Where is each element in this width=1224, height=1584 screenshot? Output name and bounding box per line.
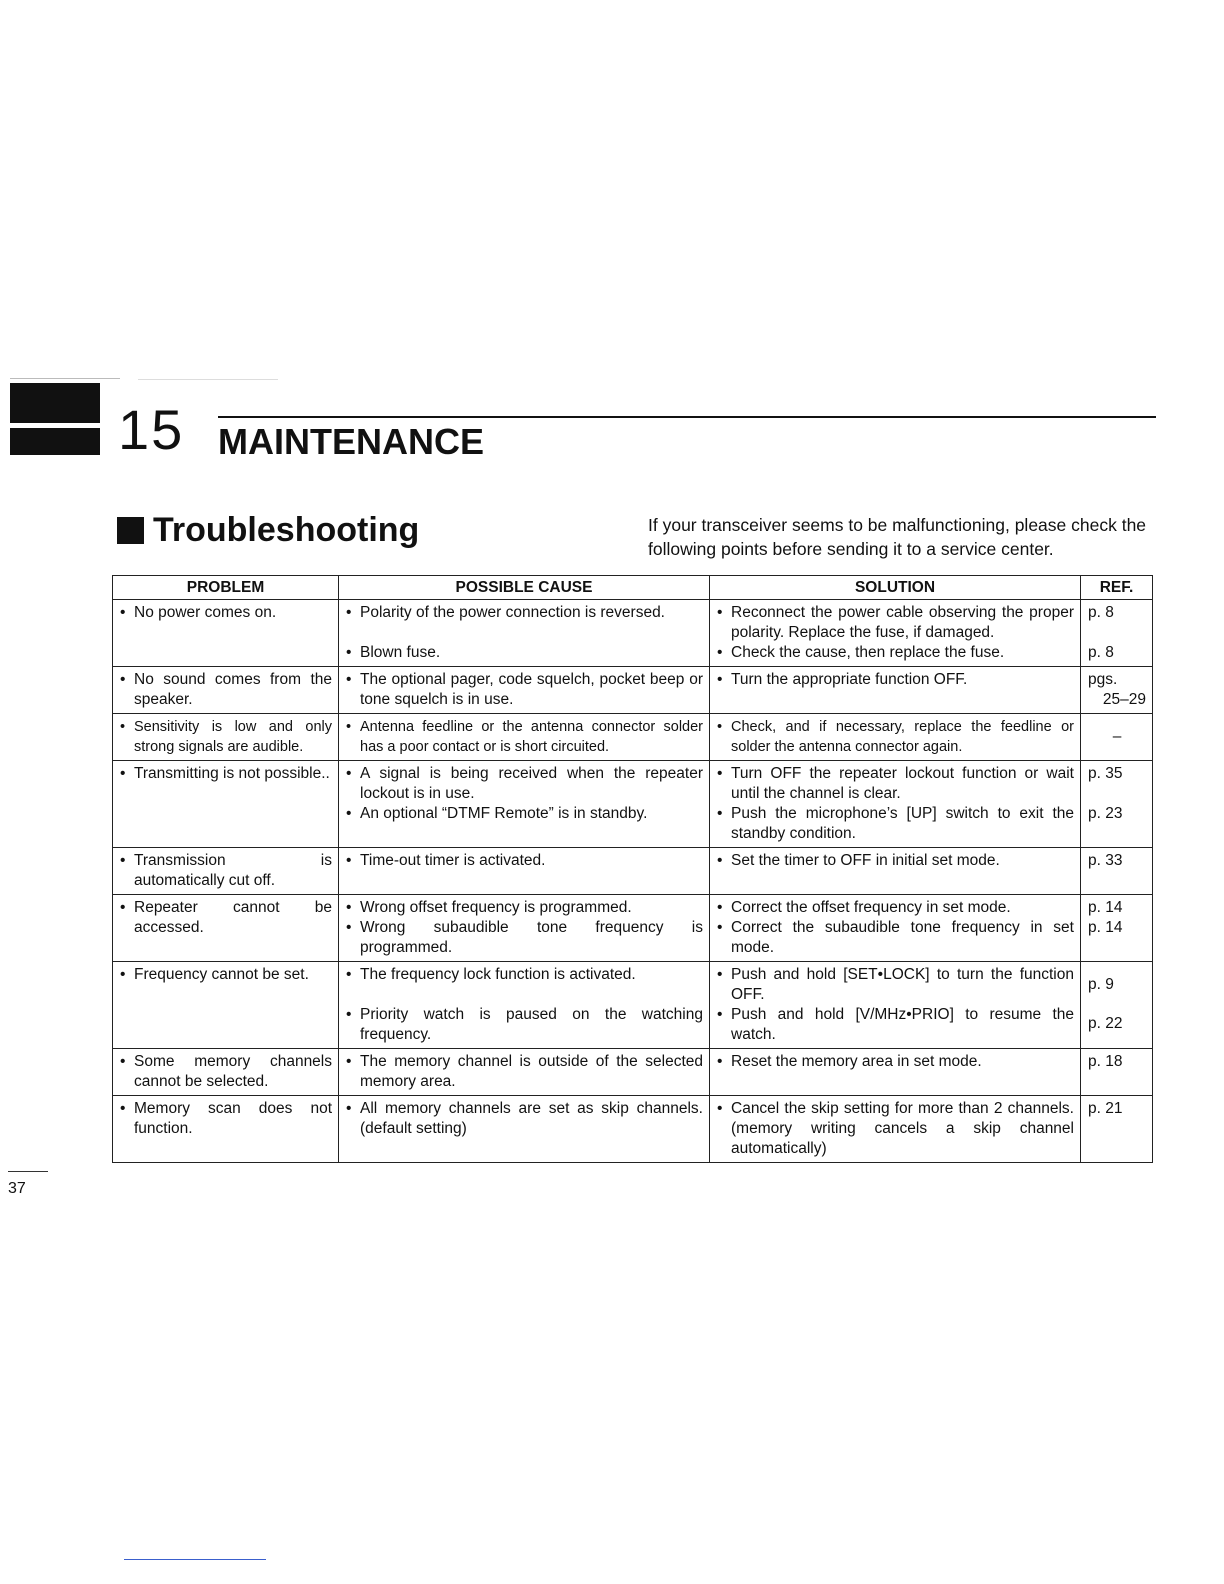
solution-cell xyxy=(710,1049,1081,1096)
problem-text: • Some memory channels cannot be selected. xyxy=(120,1052,332,1092)
cause-cell xyxy=(339,962,710,1049)
cause-cell xyxy=(339,714,710,761)
ref-cell xyxy=(1081,962,1153,1049)
solution-cell xyxy=(710,761,1081,848)
problem-text: • Transmitting is not possible.. xyxy=(120,764,332,784)
solution-text: • Correct the subaudible tone frequency in set mode. xyxy=(717,918,1074,958)
table-row xyxy=(113,714,1153,761)
cause-text: • Priority watch is paused on the watching frequency. xyxy=(346,1005,703,1045)
ref-text: p. 14 xyxy=(1088,919,1123,936)
intro-text: If your transceiver seems to be malfunctioning, please check the following points before sending it to a service center. xyxy=(648,515,1147,559)
header-possible-cause: POSSIBLE CAUSE xyxy=(339,576,710,600)
cause-cell xyxy=(339,895,710,962)
ref-cell xyxy=(1081,600,1153,667)
problem-text: • No sound comes from the speaker. xyxy=(120,670,332,710)
chapter-number: 15 xyxy=(118,398,185,461)
table-row xyxy=(113,1049,1153,1096)
solution-text: • Cancel the skip setting for more than 2 channels. (memory writing cancels a skip channel automatically) xyxy=(717,1099,1074,1159)
ref-text: p. 21 xyxy=(1088,1100,1123,1117)
ref-cell xyxy=(1081,667,1153,714)
ref-stack xyxy=(1088,965,1146,1043)
chapter-title: MAINTENANCE xyxy=(218,421,484,462)
solution-text: • Push the microphone’s [UP] switch to exit the standby condition. xyxy=(717,804,1074,844)
table-row xyxy=(113,761,1153,848)
page-number: 37 xyxy=(8,1180,26,1197)
problem-cell xyxy=(113,962,339,1049)
problem-cell xyxy=(113,761,339,848)
table-row xyxy=(113,1096,1153,1163)
problem-text: • Repeater cannot be accessed. xyxy=(120,898,332,938)
ref-text: p. 8 xyxy=(1088,644,1114,661)
solution-text: • Correct the offset frequency in set mode. xyxy=(717,898,1074,918)
ref-cell xyxy=(1081,714,1153,761)
ref-cell xyxy=(1081,1096,1153,1163)
cause-text: • Wrong offset frequency is programmed. xyxy=(346,898,703,918)
solution-cell xyxy=(710,962,1081,1049)
cause-cell xyxy=(339,667,710,714)
solution-cell xyxy=(710,667,1081,714)
cause-text: • An optional “DTMF Remote” is in standby. xyxy=(346,804,703,824)
cause-cell xyxy=(339,761,710,848)
chapter-tab-mark xyxy=(10,383,100,423)
solution-cell xyxy=(710,895,1081,962)
table-row xyxy=(113,895,1153,962)
problem-cell xyxy=(113,895,339,962)
ref-text: p. 9 xyxy=(1088,975,1114,993)
cause-text: • Antenna feedline or the antenna connector solder has a poor contact or is short circuited. xyxy=(346,717,703,757)
problem-cell xyxy=(113,600,339,667)
cause-text: • Blown fuse. xyxy=(346,643,703,663)
ref-text: p. 22 xyxy=(1088,1014,1123,1032)
ref-text: – xyxy=(1112,728,1122,745)
cause-cell xyxy=(339,848,710,895)
solution-cell xyxy=(710,1096,1081,1163)
problem-text: • Memory scan does not function. xyxy=(120,1099,332,1139)
ref-cell xyxy=(1081,848,1153,895)
problem-cell xyxy=(113,848,339,895)
ref-cell xyxy=(1081,895,1153,962)
solution-text: • Push and hold [V/MHz•PRIO] to resume the watch. xyxy=(717,1005,1074,1045)
ref-text: p. 23 xyxy=(1088,805,1123,822)
section-bullet-square xyxy=(117,517,144,544)
table-row xyxy=(113,600,1153,667)
page-number-rule xyxy=(8,1171,48,1172)
chapter-title-rule xyxy=(218,416,1156,418)
ref-text: p. 18 xyxy=(1088,1053,1123,1070)
problem-text: • Sensitivity is low and only strong signals are audible. xyxy=(120,717,332,757)
problem-cell xyxy=(113,714,339,761)
problem-cell xyxy=(113,667,339,714)
ref-text: p. 33 xyxy=(1088,852,1123,869)
cause-text: • Polarity of the power connection is reversed. xyxy=(346,603,703,623)
solution-cell xyxy=(710,600,1081,667)
scan-mark-line xyxy=(10,378,120,379)
table-row xyxy=(113,848,1153,895)
scan-mark-line xyxy=(124,1559,266,1560)
ref-text: p. 14 xyxy=(1088,899,1123,916)
problem-text: • No power comes on. xyxy=(120,603,332,623)
cause-text: • The optional pager, code squelch, pocket beep or tone squelch is in use. xyxy=(346,670,703,710)
header-solution: SOLUTION xyxy=(710,576,1081,600)
ref-cell xyxy=(1081,761,1153,848)
solution-text: • Set the timer to OFF in initial set mode. xyxy=(717,851,1074,871)
chapter-tab-mark xyxy=(10,428,100,455)
table-row xyxy=(113,667,1153,714)
cause-text: • The memory channel is outside of the selected memory area. xyxy=(346,1052,703,1092)
troubleshooting-table xyxy=(112,575,1153,1163)
header-ref: REF. xyxy=(1081,576,1153,600)
solution-text: • Push and hold [SET•LOCK] to turn the function OFF. xyxy=(717,965,1074,1005)
cause-cell xyxy=(339,1049,710,1096)
cause-text: • The frequency lock function is activated. xyxy=(346,965,703,985)
scan-mark-line xyxy=(138,379,278,380)
cause-cell xyxy=(339,1096,710,1163)
ref-text: pgs. xyxy=(1088,671,1118,688)
solution-text: • Turn the appropriate function OFF. xyxy=(717,670,1074,690)
cause-cell xyxy=(339,600,710,667)
cause-text: • A signal is being received when the repeater lockout is in use. xyxy=(346,764,703,804)
ref-cell xyxy=(1081,1049,1153,1096)
ref-text: 25–29 xyxy=(1102,691,1146,708)
solution-cell xyxy=(710,714,1081,761)
cause-text: • All memory channels are set as skip channels. (default setting) xyxy=(346,1099,703,1139)
solution-text: • Reconnect the power cable observing the proper polarity. Replace the fuse, if damaged. xyxy=(717,603,1074,643)
solution-text: • Check, and if necessary, replace the feedline or solder the antenna connector again. xyxy=(717,717,1074,757)
solution-cell xyxy=(710,848,1081,895)
problem-cell xyxy=(113,1096,339,1163)
header-problem: PROBLEM xyxy=(113,576,339,600)
solution-text: • Reset the memory area in set mode. xyxy=(717,1052,1074,1072)
cause-text: • Time-out timer is activated. xyxy=(346,851,703,871)
solution-text: • Check the cause, then replace the fuse. xyxy=(717,643,1074,663)
table-row xyxy=(113,962,1153,1049)
ref-text: p. 35 xyxy=(1088,765,1123,782)
problem-text: • Frequency cannot be set. xyxy=(120,965,332,985)
problem-text: • Transmission is automatically cut off. xyxy=(120,851,332,891)
solution-text: • Turn OFF the repeater lockout function or wait until the channel is clear. xyxy=(717,764,1074,804)
problem-cell xyxy=(113,1049,339,1096)
cause-text: • Wrong subaudible tone frequency is programmed. xyxy=(346,918,703,958)
table-header-row xyxy=(113,576,1153,600)
ref-text: p. 8 xyxy=(1088,604,1114,621)
section-title: Troubleshooting xyxy=(153,511,420,549)
